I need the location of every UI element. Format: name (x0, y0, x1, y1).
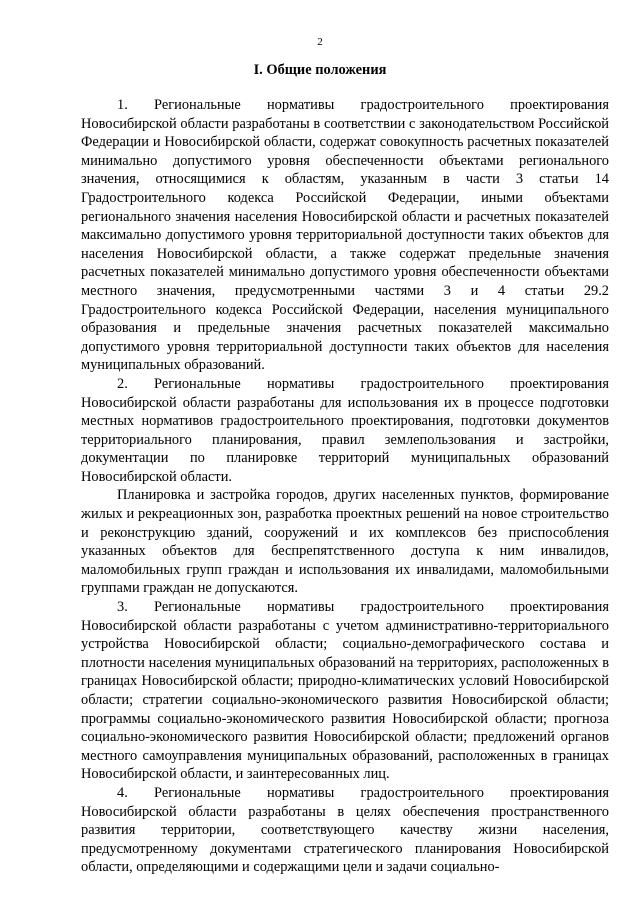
paragraph-1: 1. Региональные нормативы градостроительного проектирования Новосибирской области разработаны в соответствии с законодательством Российской Федерации и Новосибирской области, содержат совокупность расчетных показателей минимально допустимого уровня обеспеченности объектами регионального значения, относящимися к областям, указанным в части 3 статьи 14 Градостроительного кодекса Российской Федерации, иными объектами регионального значения населения Новосибирской области и расчетных показателей максимально допустимого уровня территориальной доступности таких объектов для населения Новосибирской области, а также содержат предельные значения расчетных показателей минимально допустимого уровня обеспеченности объектами местного значения, предусмотренными частями 3 и 4 статьи 29.2 Градостроительного кодекса Российской Федерации, населения муниципального образования и предельные значения расчетных показателей максимально допустимого уровня территориальной доступности таких объектов для населения муниципальных образований. (81, 97, 609, 374)
paragraph-4: 4. Региональные нормативы градостроительного проектирования Новосибирской области разработаны в целях обеспечения пространственного развития территории, соответствующего качеству жизни населения, предусмотренному документами стратегического планирования Новосибирской области, определяющими и содержащими цели и задачи социально- (81, 784, 609, 876)
section-heading: I. Общие положения (253, 62, 387, 78)
paragraph-2-continued: Планировка и застройка городов, других населенных пунктов, формирование жилых и рекреационных зон, разработка проектных решений на новое строительство и реконструкцию зданий, сооружений и их комплексов без приспособления указанных объектов для беспрепятственного доступа к ним инвалидов, маломобильных групп граждан и использования их инвалидами, маломобильными группами граждан не допускаются. (81, 487, 609, 597)
document-body (81, 96, 609, 877)
paragraph-3: 3. Региональные нормативы градостроительного проектирования Новосибирской области разработаны с учетом административно-территориального устройства Новосибирской области; социально-демографического состава и плотности населения муниципальных образований на территориях, расположенных в границах Новосибирской области; природно-климатических условий Новосибирской области; стратегии социально-экономического развития Новосибирской области; программы социально-экономического развития Новосибирской области; прогноза социально-экономического развития Новосибирской области; предложений органов местного самоуправления муниципальных образований, расположенных в границах Новосибирской области, и заинтересованных лиц. (81, 599, 609, 783)
page-number: 2 (317, 36, 323, 48)
paragraph-2: 2. Региональные нормативы градостроительного проектирования Новосибирской области разработаны для использования их в процессе подготовки местных нормативов градостроительного проектирования, подготовки документов территориального планирования, правил землепользования и застройки, документации по планировке территорий муниципальных образований Новосибирской области. (81, 375, 609, 485)
